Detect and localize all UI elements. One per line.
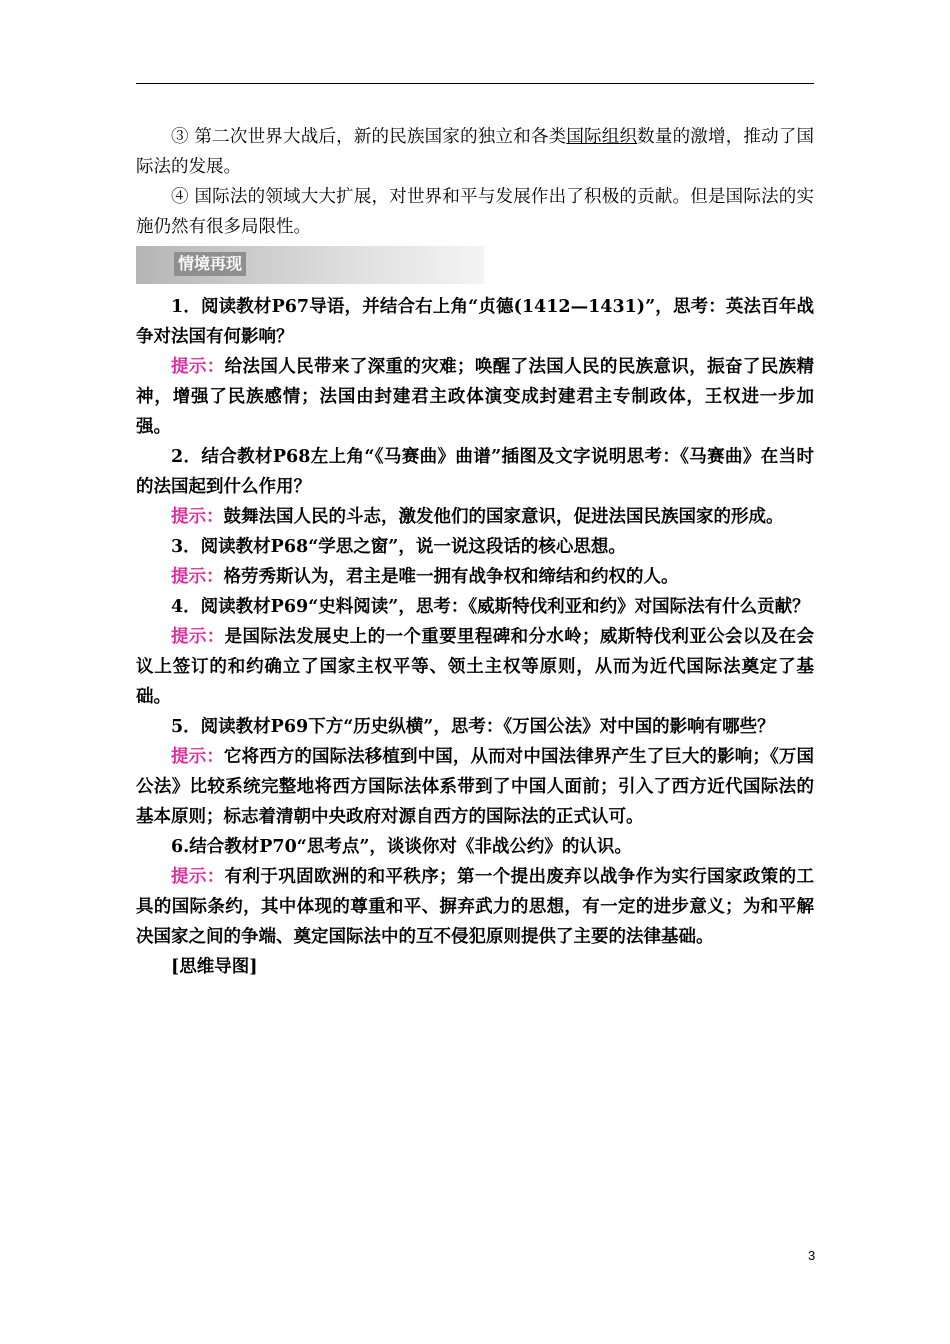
answer-2: 提示：鼓舞法国人民的斗志，激发他们的国家意识，促进法国民族国家的形成。 [171, 507, 784, 527]
question-6: 6.结合教材P70“思考点”，谈谈你对《非战公约》的认识。 [171, 837, 632, 857]
question-1: 1．阅读教材P67导语，并结合右上角“贞德(1412—1431)”，思考：英法百年战争对法国有何影响？ [136, 297, 814, 347]
answer-6: 提示：有利于巩固欧洲的和平秩序；第一个提出废弃以战争作为实行国家政策的工具的国际条约，其中体现的尊重和平、摒弃武力的思想，有一定的进步意义；为和平解决国家之间的争端、奠定国际法中的互不侵犯原则提供了主要的法律基础。 [136, 867, 815, 947]
section-header-bar [136, 246, 484, 284]
tip-label: 提示： [171, 567, 224, 587]
paragraph-4: ④ 国际法的领域大大扩展，对世界和平与发展作出了积极的贡献。但是国际法的实施仍然有很多局限性。 [136, 187, 814, 237]
question-5: 5．阅读教材P69下方“历史纵横”，思考：《万国公法》对中国的影响有哪些？ [171, 717, 775, 737]
tip-label: 提示： [171, 627, 225, 647]
document-body [136, 122, 814, 982]
section-tag: 情境再现 [174, 252, 246, 276]
answer-3: 提示：格劳秀斯认为，君主是唯一拥有战争权和缔结和约权的人。 [171, 567, 679, 587]
question-2: 2．结合教材P68左上角“《马赛曲》曲谱”插图及文字说明思考：《马赛曲》在当时的法国起到什么作用？ [136, 447, 814, 497]
answer-5: 提示：它将西方的国际法移植到中国，从而对中国法律界产生了巨大的影响；《万国公法》比较系统完整地将西方国际法体系带到了中国人面前；引入了西方近代国际法的基本原则；标志着清朝中央政府对源自西方的国际法的正式认可。 [136, 747, 815, 827]
tip-label: 提示： [171, 507, 224, 527]
question-4: 4．阅读教材P69“史料阅读”，思考：《威斯特伐利亚和约》对国际法有什么贡献？ [171, 597, 810, 617]
tip-label: 提示： [171, 747, 224, 767]
paragraph-3: ③ 第二次世界大战后，新的民族国家的独立和各类国际组织数量的激增，推动了国际法的发展。 [136, 127, 815, 177]
header-rule [136, 83, 814, 84]
tip-label: 提示： [171, 867, 225, 887]
underlined-term: 国际组织 [566, 127, 638, 147]
mindmap-heading: [思维导图] [171, 957, 258, 977]
answer-4: 提示：是国际法发展史上的一个重要里程碑和分水岭；威斯特伐利亚公会以及在会议上签订的和约确立了国家主权平等、领土主权等原则，从而为近代国际法奠定了基础。 [136, 627, 815, 707]
answer-1: 提示：给法国人民带来了深重的灾难；唤醒了法国人民的民族意识，振奋了民族精神，增强了民族感情；法国由封建君主政体演变成封建君主专制政体，王权进一步加强。 [136, 357, 815, 437]
tip-label: 提示： [171, 357, 225, 377]
page-number: 3 [808, 1248, 816, 1263]
question-3: 3．阅读教材P68“学思之窗”，说一说这段话的核心思想。 [171, 537, 626, 557]
